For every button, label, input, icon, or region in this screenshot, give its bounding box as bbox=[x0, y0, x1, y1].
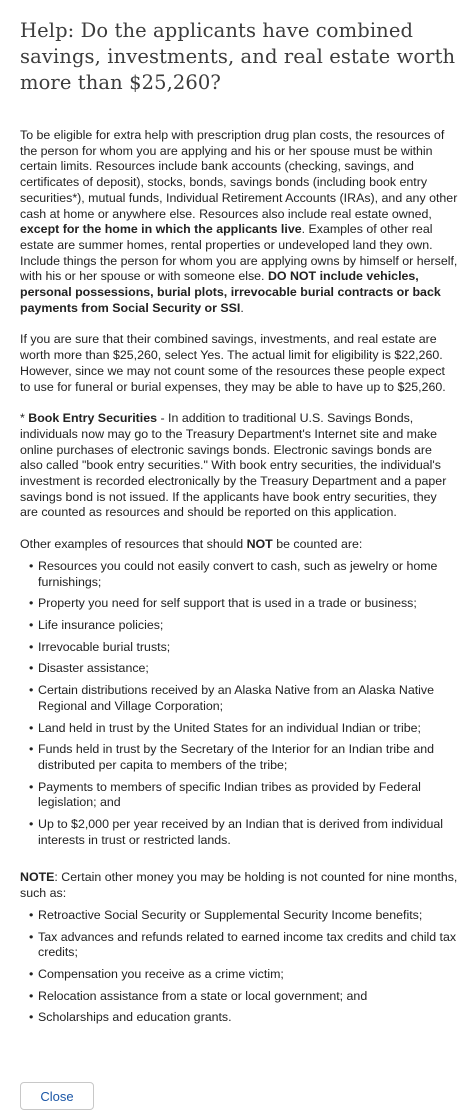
list-item: • Funds held in trust by the Secretary of the Interior for an Indian tribe and distributed per capita to members of the tribe; bbox=[20, 742, 458, 773]
text-segment: . bbox=[240, 300, 244, 315]
text-segment: : Certain other money you may be holding is not counted for nine months, such as: bbox=[20, 870, 458, 901]
book-entry-paragraph bbox=[20, 411, 458, 521]
list-item: • Compensation you receive as a crime victim; bbox=[20, 967, 458, 983]
bold-segment: NOT bbox=[246, 537, 273, 552]
close-button[interactable]: Close bbox=[20, 1082, 94, 1110]
list-item: • Disaster assistance; bbox=[20, 661, 458, 677]
list-item: • Property you need for self support that is used in a trade or business; bbox=[20, 596, 458, 612]
list-item: • Resources you could not easily convert to cash, such as jewelry or home furnishings; bbox=[20, 559, 458, 590]
list-item: • Relocation assistance from a state or local government; and bbox=[20, 989, 458, 1005]
list-item: • Payments to members of specific Indian tribes as provided by Federal legislation; and bbox=[20, 780, 458, 811]
text-segment: - In addition to traditional U.S. Savings Bonds, individuals now may go to the Treasury Department's Internet site and make online purchases of electronic savings bonds. Electronic savings bonds are also called "book entry securities." With book entry securities, the individual's investment is recorded electronically by the Treasury Department and a paper savings bond is not issued. If the applicants have book entry securities, they are counted as resources and should be reported on this application. bbox=[20, 411, 447, 520]
not-counted-intro bbox=[20, 537, 458, 553]
nine-months-list bbox=[20, 908, 458, 1026]
text-segment: Other examples of resources that should bbox=[20, 537, 247, 552]
note-paragraph bbox=[20, 870, 458, 901]
bold-segment: except for the home in which the applicants live bbox=[20, 222, 302, 237]
not-counted-list bbox=[20, 559, 458, 849]
text-segment: . Examples of other real estate are summer homes, rental properties or undeveloped land they own. Include things the person for whom you are applying owns by himself or herself, with his or her spouse or with someone else. bbox=[20, 222, 458, 284]
limit-paragraph: If you are sure that their combined savings, investments, and real estate are worth more than $25,260, select Yes. The actual limit for eligibility is $22,260. However, since we may not count some of the resources these people expect to use for funeral or burial expenses, they may be able to have up to $25,260. bbox=[20, 332, 446, 394]
bold-segment: DO NOT include vehicles, personal possessions, burial plots, irrevocable burial contracts or back payments from Social Security or SSI bbox=[20, 269, 441, 315]
list-item: • Scholarships and education grants. bbox=[20, 1010, 458, 1026]
text-segment: To be eligible for extra help with prescription drug plan costs, the resources of the person for whom you are applying and his or her spouse must be within certain limits. Resources include bank accounts (checking, savings, and certificates of deposit), stocks, bonds, savings bonds (including book entry securities*), mutual funds, Individual Retirement Accounts (IRAs), and any other cash at home or anywhere else. Resources also include real estate owned, bbox=[20, 128, 458, 221]
help-title: Help: Do the applicants have combined savings, investments, and real estate worth more than $25,260? bbox=[20, 19, 456, 94]
list-item: • Retroactive Social Security or Supplemental Security Income benefits; bbox=[20, 908, 458, 924]
bold-segment: Book Entry Securities bbox=[28, 411, 158, 426]
list-item: • Life insurance policies; bbox=[20, 618, 458, 634]
resources-paragraph bbox=[20, 128, 458, 316]
list-item: • Tax advances and refunds related to earned income tax credits and child tax credits; bbox=[20, 930, 458, 961]
asterisk: * bbox=[20, 411, 29, 426]
list-item: • Land held in trust by the United States for an individual Indian or tribe; bbox=[20, 721, 458, 737]
list-item: • Up to $2,000 per year received by an Indian that is derived from individual interests in trust or restricted lands. bbox=[20, 817, 458, 848]
list-item: • Irrevocable burial trusts; bbox=[20, 640, 458, 656]
text-segment: be counted are: bbox=[272, 537, 363, 552]
list-item: • Certain distributions received by an Alaska Native from an Alaska Native Regional and Village Corporation; bbox=[20, 683, 458, 714]
bold-segment: NOTE bbox=[20, 870, 55, 885]
